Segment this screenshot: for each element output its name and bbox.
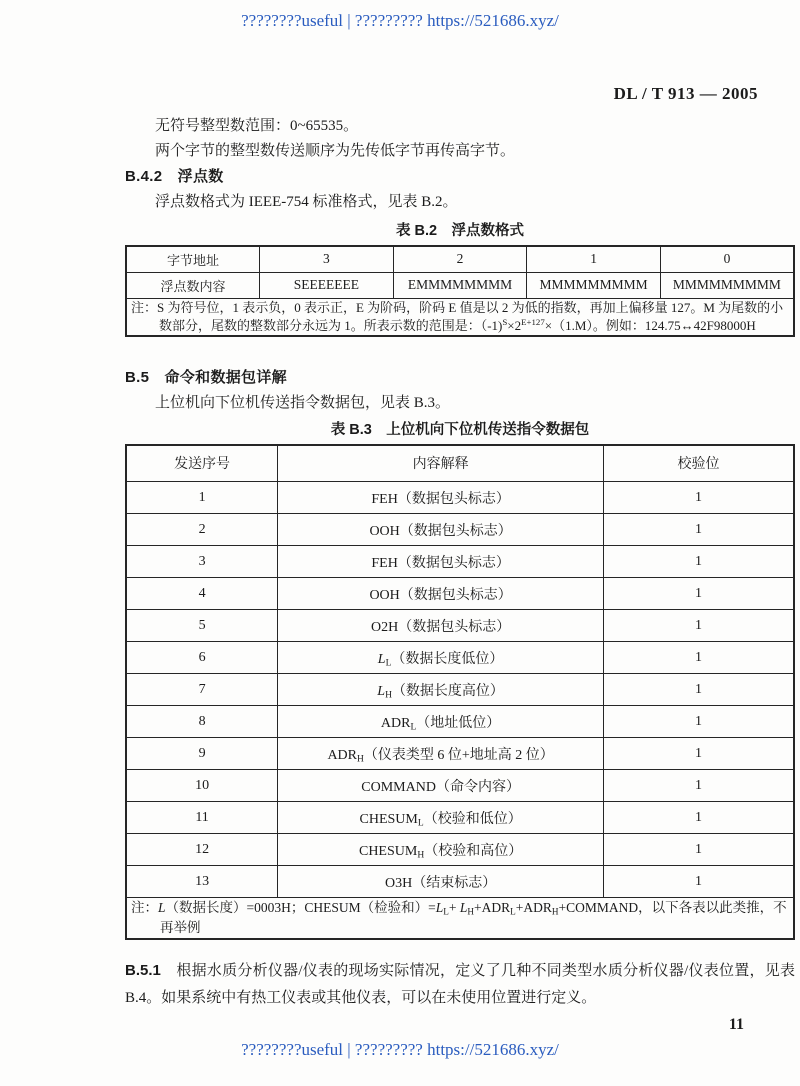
table-row bbox=[126, 578, 794, 610]
cell-content bbox=[278, 674, 604, 706]
text-segment: H bbox=[385, 689, 392, 700]
cell-byte-3: 3 bbox=[260, 246, 394, 272]
cell-check: 1 bbox=[604, 866, 794, 898]
cell-byte-2: 2 bbox=[393, 246, 527, 272]
text-segment: +ADR bbox=[515, 900, 552, 915]
cell-seq: 11 bbox=[126, 802, 278, 834]
cell-byte-1: 1 bbox=[527, 246, 661, 272]
cell-check: 1 bbox=[604, 674, 794, 706]
cell-content bbox=[278, 610, 604, 642]
table-row bbox=[126, 866, 794, 898]
cell-seq: 9 bbox=[126, 738, 278, 770]
cell-float-byte-1: MMMMMMMMM bbox=[527, 272, 661, 298]
text-segment: ADR bbox=[327, 747, 357, 763]
cell-seq: 12 bbox=[126, 834, 278, 866]
text-segment: H bbox=[551, 906, 559, 917]
cell-content bbox=[278, 866, 604, 898]
table-header-row bbox=[126, 445, 794, 482]
text-segment: +COMMAND，以下各表以此类推，不再举例 bbox=[160, 900, 787, 935]
table-b3 bbox=[125, 444, 795, 941]
text-segment: O2H（数据包头标志） bbox=[370, 619, 511, 635]
cell-seq: 13 bbox=[126, 866, 278, 898]
cell-check: 1 bbox=[604, 770, 794, 802]
paragraph-b5-1 bbox=[125, 957, 795, 1012]
table-note-row bbox=[126, 898, 794, 940]
cell-float-byte-2: EMMMMMMMM bbox=[393, 272, 527, 298]
text-segment: L bbox=[377, 683, 386, 699]
table-b2-note bbox=[126, 298, 794, 336]
col-header-seq: 发送序号 bbox=[126, 445, 278, 482]
text-segment: ×2 bbox=[507, 317, 522, 333]
text-segment: O3H（结束标志） bbox=[384, 875, 497, 891]
table-note-row bbox=[126, 298, 794, 336]
cell-check: 1 bbox=[604, 738, 794, 770]
cell-float-content-label: 浮点数内容 bbox=[126, 272, 260, 298]
table-row bbox=[126, 246, 794, 272]
table-row bbox=[126, 610, 794, 642]
table-row bbox=[126, 802, 794, 834]
cell-content bbox=[278, 738, 604, 770]
text-segment: H bbox=[467, 906, 475, 917]
table-row bbox=[126, 272, 794, 298]
text-segment: CHESUM bbox=[359, 811, 418, 827]
text-segment: L bbox=[459, 900, 468, 915]
text-segment: H bbox=[417, 849, 425, 860]
text-segment: CHESUM bbox=[358, 843, 418, 859]
table-row bbox=[126, 706, 794, 738]
text-segment: L bbox=[158, 900, 166, 915]
text-segment: （数据长度高位） bbox=[391, 683, 504, 699]
cell-content bbox=[278, 546, 604, 578]
text-segment: S bbox=[502, 316, 508, 327]
cell-seq: 5 bbox=[126, 610, 278, 642]
page-number: 11 bbox=[728, 1016, 744, 1033]
cell-seq: 10 bbox=[126, 770, 278, 802]
paragraph-unsigned-range: 无符号整型数范围：0~65535。 bbox=[155, 118, 359, 134]
text-segment: L bbox=[385, 657, 392, 668]
watermark-link-top[interactable]: ????????useful | ????????? https://521686.xyz/ bbox=[241, 11, 559, 30]
table-b3-caption: 表 B.3 上位机向下位机传送指令数据包 bbox=[330, 421, 590, 438]
cell-check: 1 bbox=[604, 706, 794, 738]
text-segment: L bbox=[377, 651, 386, 667]
cell-content bbox=[278, 482, 604, 514]
text-segment: L bbox=[510, 906, 516, 917]
text-segment: （校验和高位） bbox=[424, 843, 523, 859]
cell-content bbox=[278, 834, 604, 866]
table-row bbox=[126, 770, 794, 802]
cell-check: 1 bbox=[604, 514, 794, 546]
table-row bbox=[126, 482, 794, 514]
text-segment: L bbox=[417, 817, 424, 828]
text-segment: FEH（数据包头标志） bbox=[371, 555, 510, 571]
col-header-content: 内容解释 bbox=[278, 445, 604, 482]
paragraph-ieee754: 浮点数格式为 IEEE-754 标准格式，见表 B.2。 bbox=[155, 194, 458, 210]
note-prefix: 注： bbox=[131, 299, 158, 315]
text-segment: OOH（数据包头标志） bbox=[369, 587, 512, 603]
text-segment: + bbox=[448, 900, 460, 915]
text-segment: S 为符号位，1 表示负，0 表示正，E 为阶码，阶码 E 值是以 2 为低的指数，再加上偏移量 127。M 为尾数的小数部分，尾数的整数部分永远为 1。所表示数的范围是：（-1) bbox=[157, 299, 784, 333]
cell-check: 1 bbox=[604, 802, 794, 834]
text-segment: （数据长度）=0003H；CHESUM（检验和）= bbox=[165, 900, 436, 915]
cell-content bbox=[278, 802, 604, 834]
cell-seq: 8 bbox=[126, 706, 278, 738]
note-text bbox=[157, 300, 783, 333]
cell-float-byte-0: MMMMMMMMM bbox=[660, 272, 794, 298]
cell-seq: 1 bbox=[126, 482, 278, 514]
table-row bbox=[126, 834, 794, 866]
cell-check: 1 bbox=[604, 482, 794, 514]
cell-check: 1 bbox=[604, 578, 794, 610]
paragraph-command-packet: 上位机向下位机传送指令数据包，见表 B.3。 bbox=[155, 394, 451, 411]
cell-check: 1 bbox=[604, 642, 794, 674]
clause-text-b5-1: 根据水质分析仪器/仪表的现场实际情况，定义了几种不同类型水质分析仪器/仪表位置，见表 B.4。如果系统中有热工仪表或其他仪表，可以在未使用位置进行定义。 bbox=[125, 963, 795, 1006]
table-row bbox=[126, 546, 794, 578]
cell-check: 1 bbox=[604, 834, 794, 866]
cell-content bbox=[278, 770, 604, 802]
cell-check: 1 bbox=[604, 546, 794, 578]
table-b3-note bbox=[126, 898, 794, 940]
text-segment: （地址低位） bbox=[416, 715, 501, 731]
standard-number: DL / T 913 — 2005 bbox=[613, 84, 758, 103]
cell-seq: 2 bbox=[126, 514, 278, 546]
text-segment: +ADR bbox=[474, 900, 511, 915]
cell-content bbox=[278, 706, 604, 738]
cell-content bbox=[278, 514, 604, 546]
cell-content bbox=[278, 642, 604, 674]
table-row bbox=[126, 514, 794, 546]
table-row bbox=[126, 642, 794, 674]
text-segment: E+127 bbox=[521, 316, 545, 327]
text-segment: （数据长度低位） bbox=[391, 651, 504, 667]
text-segment: L bbox=[410, 721, 417, 732]
text-segment: （校验和低位） bbox=[423, 811, 522, 827]
text-segment: ADR bbox=[380, 715, 411, 731]
note-text bbox=[158, 900, 787, 935]
cell-byte-address-label: 字节地址 bbox=[126, 246, 260, 272]
table-b2 bbox=[125, 245, 795, 337]
cell-float-byte-3: SEEEEEEE bbox=[260, 272, 394, 298]
paragraph-byte-order: 两个字节的整型数传送顺序为先传低字节再传高字节。 bbox=[155, 143, 516, 159]
text-segment: L bbox=[435, 900, 444, 915]
text-segment: OOH（数据包头标志） bbox=[369, 523, 512, 539]
col-header-check: 校验位 bbox=[604, 445, 794, 482]
table-row bbox=[126, 738, 794, 770]
clause-number-b5-1: B.5.1 bbox=[125, 962, 161, 979]
cell-content bbox=[278, 578, 604, 610]
table-b2-caption: 表 B.2 浮点数格式 bbox=[395, 223, 525, 239]
note-prefix: 注： bbox=[131, 900, 158, 915]
watermark-link-bottom[interactable]: ????????useful | ????????? https://521686.xyz/ bbox=[241, 1040, 559, 1059]
heading-b5: B.5 命令和数据包详解 bbox=[125, 368, 287, 386]
cell-seq: 3 bbox=[126, 546, 278, 578]
text-segment: FEH（数据包头标志） bbox=[371, 491, 510, 507]
cell-seq: 6 bbox=[126, 642, 278, 674]
text-segment: L bbox=[443, 906, 449, 917]
table-row bbox=[126, 674, 794, 706]
text-segment: H bbox=[357, 753, 364, 764]
text-segment: ×（1.M）。例如：124.75↔42F98000H bbox=[544, 317, 756, 333]
page-content bbox=[125, 114, 795, 1012]
cell-seq: 7 bbox=[126, 674, 278, 706]
text-segment: COMMAND（命令内容） bbox=[361, 779, 520, 795]
heading-b4-2: B.4.2 浮点数 bbox=[125, 168, 224, 185]
cell-seq: 4 bbox=[126, 578, 278, 610]
cell-byte-0: 0 bbox=[660, 246, 794, 272]
text-segment: （仪表类型 6 位+地址高 2 位） bbox=[363, 747, 554, 763]
cell-check: 1 bbox=[604, 610, 794, 642]
